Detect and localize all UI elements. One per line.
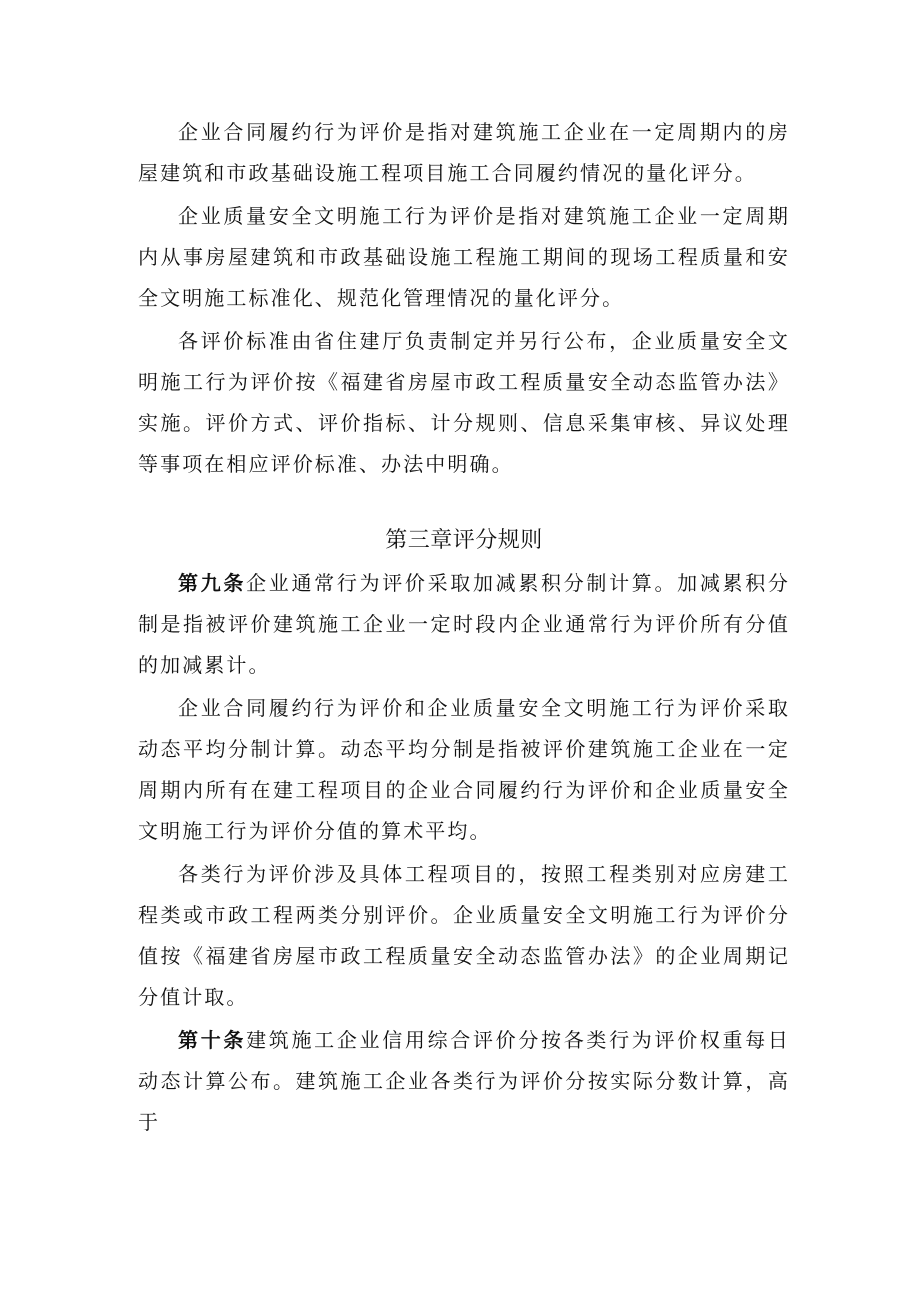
paragraph-quality-safety: 企业质量安全文明施工行为评价是指对建筑施工企业一定周期内从事房屋建筑和市政基础设施工程施工期间的现场工程质量和安全文明施工标准化、规范化管理情况的量化评分。 [138,204,790,310]
chapter-title: 第三章评分规则 [385,528,543,553]
paragraph-project-categories: 各类行为评价涉及具体工程项目的，按照工程类别对应房建工程类或市政工程两类分别评价。企业质量安全文明施工行为评价分值按《福建省房屋市政工程质量安全动态监管办法》的企业周期记分值计取。 [138,862,790,1009]
article-10-text: 建筑施工企业信用综合评价分按各类行为评价权重每日动态计算公布。建筑施工企业各类行为评价分按实际分数计算，高于 [138,1028,790,1134]
article-9-label: 第九条 [178,571,247,595]
article-10-label: 第十条 [178,1028,247,1052]
article-9-paragraph [138,563,790,686]
document-page [138,112,790,1143]
paragraph-evaluation-standards: 各评价标准由省住建厅负责制定并另行公布，企业质量安全文明施工行为评价按《福建省房屋市政工程质量安全动态监管办法》实施。评价方式、评价指标、计分规则、信息采集审核、异议处理等事项在相应评价标准、办法中明确。 [138,329,790,476]
article-10-paragraph [138,1020,790,1143]
paragraph-dynamic-average: 企业合同履约行为评价和企业质量安全文明施工行为评价采取动态平均分制计算。动态平均分制是指被评价建筑施工企业在一定周期内所有在建工程项目的企业合同履约行为评价和企业质量安全文明施工行为评价分值的算术平均。 [138,696,790,843]
paragraph-contract-performance: 企业合同履约行为评价是指对建筑施工企业在一定周期内的房屋建筑和市政基础设施工程项目施工合同履约情况的量化评分。 [138,120,790,185]
article-9-text: 企业通常行为评价采取加减累积分制计算。加减累积分制是指被评价建筑施工企业一定时段内企业通常行为评价所有分值的加减累计。 [138,571,790,677]
